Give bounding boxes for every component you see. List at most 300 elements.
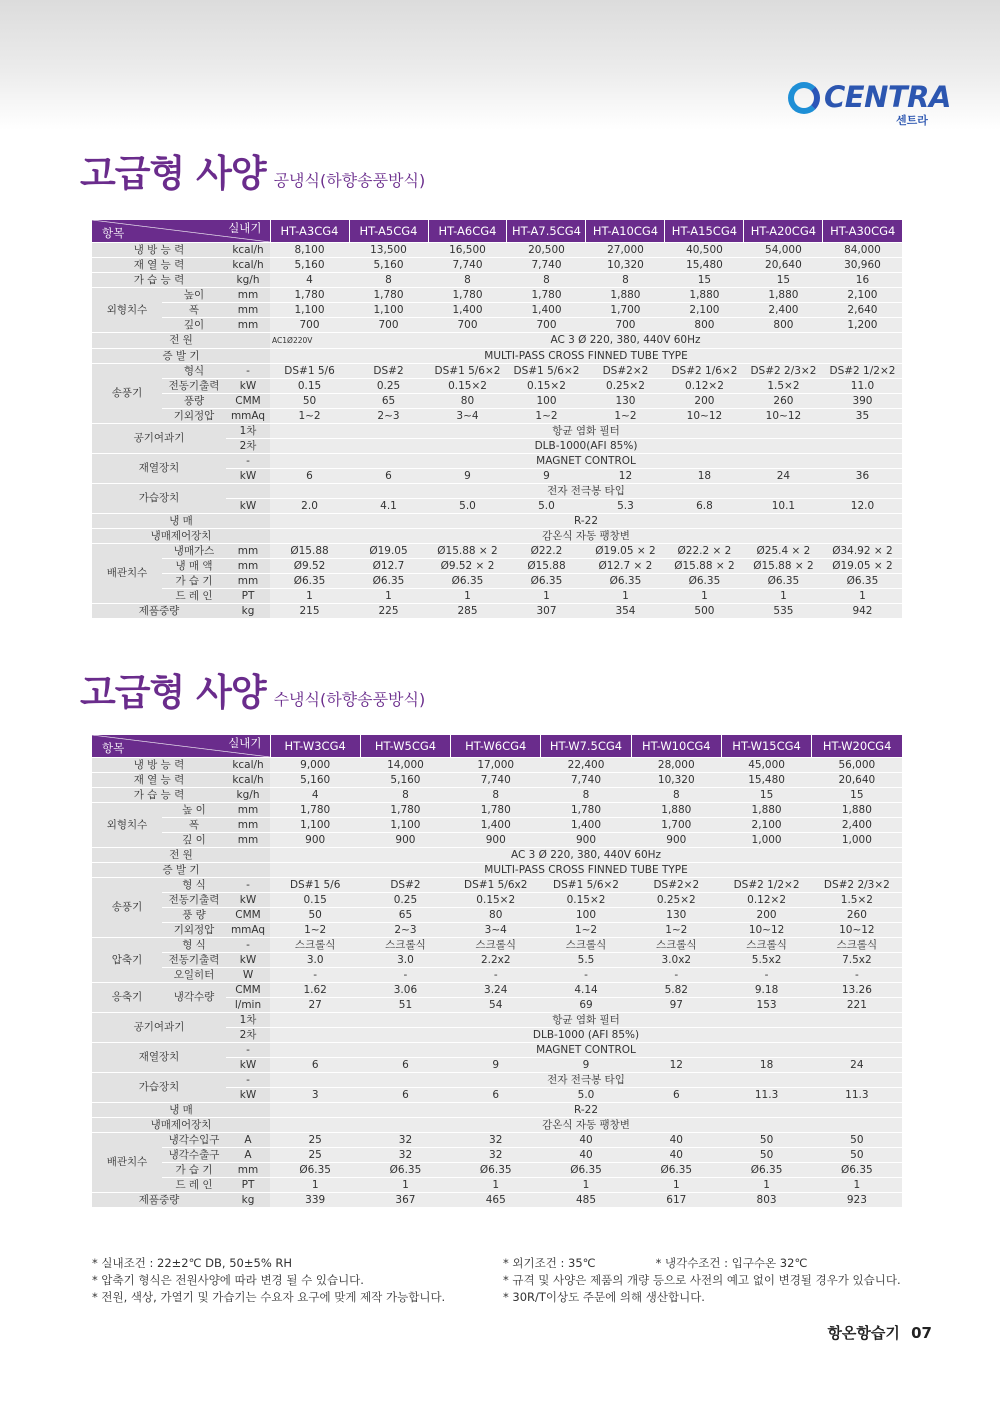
table-row — [92, 967, 902, 982]
row-unit: kW — [226, 952, 270, 967]
cell: 감온식 자동 팽창변 — [270, 1117, 902, 1132]
cell: 900 — [270, 832, 360, 847]
row-unit: PT — [226, 588, 270, 603]
cell: 20,640 — [744, 257, 823, 272]
cell: 40 — [541, 1132, 631, 1147]
cell: 390 — [823, 393, 902, 408]
row-label: 기외정압 — [162, 408, 226, 423]
cell: 2.0 — [270, 498, 349, 513]
cell: Ø34.92 × 2 — [823, 543, 902, 558]
page-footer — [827, 1322, 932, 1343]
cell: 260 — [812, 907, 902, 922]
cell: 3.24 — [451, 982, 541, 997]
table-row — [92, 573, 902, 588]
table-row — [92, 817, 902, 832]
cell: 1,700 — [631, 817, 721, 832]
cell: 5.5x2 — [721, 952, 811, 967]
section1-heading — [80, 143, 425, 197]
cell: Ø6.35 — [507, 573, 586, 588]
table-row — [92, 937, 902, 952]
row-label: 냉각수량 — [162, 982, 226, 1012]
row-unit: kg/h — [226, 787, 270, 802]
row-unit: mm — [226, 817, 270, 832]
cell: 100 — [507, 393, 586, 408]
cell: 12 — [586, 468, 665, 483]
cell: 14,000 — [360, 757, 450, 772]
row-label: 냉각수출구 — [162, 1147, 226, 1162]
cell: 6 — [631, 1087, 721, 1102]
cell: 40 — [631, 1132, 721, 1147]
row-unit: mm — [226, 543, 270, 558]
cell: 8 — [349, 272, 428, 287]
cell: 20,500 — [507, 242, 586, 257]
cell: Ø6.35 — [451, 1162, 541, 1177]
cell: 1,100 — [349, 302, 428, 317]
cell: 항균 염화 필터 — [270, 1012, 902, 1027]
table-row — [92, 332, 902, 348]
cell: 45,000 — [721, 757, 811, 772]
cell: 1,780 — [270, 802, 360, 817]
cell: 1,880 — [631, 802, 721, 817]
row-label: 냉매제어장치 — [92, 528, 270, 543]
table-row — [92, 1192, 902, 1207]
table-row — [92, 982, 902, 997]
row-unit: A — [226, 1147, 270, 1162]
logo-subtext: 센트라 — [896, 114, 928, 127]
table-corner — [92, 735, 270, 757]
row-unit: 2차 — [226, 438, 270, 453]
model-header: HT-W10CG4 — [631, 735, 721, 757]
header-item-label: 항목 — [102, 225, 125, 240]
row-unit: kcal/h — [226, 757, 270, 772]
section2-subtitle: 수냉식(하향송풍방식) — [273, 690, 426, 709]
cell: 50 — [812, 1132, 902, 1147]
table-row — [92, 453, 902, 468]
cell: 1 — [631, 1177, 721, 1192]
cell: 1,780 — [349, 287, 428, 302]
cell: 32 — [360, 1147, 450, 1162]
cell: 3.0 — [270, 952, 360, 967]
cell: 617 — [631, 1192, 721, 1207]
table-row — [92, 348, 902, 363]
cell: 0.15×2 — [507, 378, 586, 393]
cell: 1,780 — [360, 802, 450, 817]
cell: 130 — [631, 907, 721, 922]
row-unit: kW — [226, 468, 270, 483]
cell: DS#1 5/6x2 — [451, 877, 541, 892]
cell: 3.06 — [360, 982, 450, 997]
cell: 2.2x2 — [451, 952, 541, 967]
row-unit: mm — [226, 317, 270, 332]
cell: 1,880 — [586, 287, 665, 302]
row-label: 재 열 능 력 — [92, 257, 226, 272]
row-label: 전 원 — [92, 847, 270, 862]
cell: 0.15 — [270, 892, 360, 907]
table-row — [92, 802, 902, 817]
table-row — [92, 287, 902, 302]
cell: 24 — [744, 468, 823, 483]
row-unit: mm — [226, 832, 270, 847]
row-unit: mmAq — [226, 922, 270, 937]
cell: 4.1 — [349, 498, 428, 513]
cell: 65 — [360, 907, 450, 922]
table-row — [92, 952, 902, 967]
cell: 1,100 — [360, 817, 450, 832]
cell: DS#1 5/6×2 — [541, 877, 631, 892]
model-header: HT-W3CG4 — [270, 735, 360, 757]
row-label: 높 이 — [162, 802, 226, 817]
cell: 12 — [631, 1057, 721, 1072]
cell: 11.3 — [812, 1087, 902, 1102]
cell: - — [451, 967, 541, 982]
cell: 1,880 — [665, 287, 744, 302]
model-header: HT-A6CG4 — [428, 220, 507, 242]
cell: 25 — [270, 1132, 360, 1147]
table-corner — [92, 220, 270, 242]
cell: DS#2 1/2×2 — [721, 877, 811, 892]
cell: 1~2 — [541, 922, 631, 937]
row-label: 깊 이 — [162, 832, 226, 847]
cell: 1.62 — [270, 982, 360, 997]
row-unit: - — [226, 1042, 270, 1057]
cell: DS#2 1/2×2 — [823, 363, 902, 378]
cell: 1,780 — [541, 802, 631, 817]
cell: 0.15 — [270, 378, 349, 393]
cell: 700 — [349, 317, 428, 332]
cell: Ø12.7 × 2 — [586, 558, 665, 573]
table-row — [92, 378, 902, 393]
row-label: 풍 량 — [162, 907, 226, 922]
cell: DS#2 — [349, 363, 428, 378]
row-label: 가습장치 — [92, 1072, 226, 1102]
cell: 8 — [631, 787, 721, 802]
row-unit: PT — [226, 1177, 270, 1192]
cell: 50 — [270, 393, 349, 408]
row-unit: mm — [226, 287, 270, 302]
table-row — [92, 1012, 902, 1027]
row-unit: kW — [226, 1087, 270, 1102]
table-row — [92, 757, 902, 772]
cell: 1,400 — [428, 302, 507, 317]
cell: 5.0 — [507, 498, 586, 513]
cell: 1,000 — [812, 832, 902, 847]
cell: 5,160 — [349, 257, 428, 272]
row-unit: A — [226, 1132, 270, 1147]
row-unit: mm — [226, 1162, 270, 1177]
cell: AC 3 Ø 220, 380, 440V 60Hz — [270, 847, 902, 862]
cell: 1 — [586, 588, 665, 603]
cell: 700 — [507, 317, 586, 332]
row-label: 오일히터 — [162, 967, 226, 982]
cell: 97 — [631, 997, 721, 1012]
cell: 3.0x2 — [631, 952, 721, 967]
table-row — [92, 907, 902, 922]
cell: 40,500 — [665, 242, 744, 257]
table-row — [92, 787, 902, 802]
note-line: * 실내조건 : 22±2℃ DB, 50±5% RH — [92, 1256, 293, 1270]
cell: 20,640 — [812, 772, 902, 787]
table-row — [92, 832, 902, 847]
cell: 1 — [744, 588, 823, 603]
cell: 1,400 — [451, 817, 541, 832]
row-unit: kg — [226, 603, 270, 618]
cell: 354 — [586, 603, 665, 618]
cell: 1,780 — [428, 287, 507, 302]
table-row — [92, 317, 902, 332]
cell: 1~2 — [586, 408, 665, 423]
note-water: * 냉각수조건 : 입구수온 32℃ — [655, 1256, 808, 1270]
table-row — [92, 862, 902, 877]
cell: 50 — [721, 1147, 811, 1162]
row-label: 가 습 능 력 — [92, 272, 226, 287]
cell: 0.15×2 — [428, 378, 507, 393]
row-label: 냉각수입구 — [162, 1132, 226, 1147]
cell: - — [360, 967, 450, 982]
model-header: HT-A7.5CG4 — [507, 220, 586, 242]
cell: 스크롤식 — [631, 937, 721, 952]
cell: 10~12 — [812, 922, 902, 937]
cell: 923 — [812, 1192, 902, 1207]
cell: DS#1 5/6 — [270, 877, 360, 892]
power-note — [270, 332, 349, 348]
row-label: 제품중량 — [92, 1192, 226, 1207]
cell: 스크롤식 — [721, 937, 811, 952]
table-row — [92, 922, 902, 937]
header-unit-label: 실내기 — [228, 736, 262, 750]
cell: AC 3 Ø 220, 380, 440V 60Hz — [349, 332, 902, 348]
cell: Ø6.35 — [586, 573, 665, 588]
cell: 2,400 — [812, 817, 902, 832]
cell: 80 — [428, 393, 507, 408]
row-unit: CMM — [226, 982, 270, 997]
cell: 84,000 — [823, 242, 902, 257]
cell: 339 — [270, 1192, 360, 1207]
cell: 900 — [451, 832, 541, 847]
cell: 1 — [360, 1177, 450, 1192]
cell: Ø6.35 — [428, 573, 507, 588]
cell: 50 — [721, 1132, 811, 1147]
cell: 1 — [349, 588, 428, 603]
row-label: 냉매제어장치 — [92, 1117, 270, 1132]
cell: MULTI-PASS CROSS FINNED TUBE TYPE — [270, 862, 902, 877]
header-item-label: 항목 — [102, 740, 125, 755]
row-unit: 1차 — [226, 423, 270, 438]
cell: 18 — [665, 468, 744, 483]
row-unit: mm — [226, 302, 270, 317]
cell: 2,100 — [823, 287, 902, 302]
cell: 56,000 — [812, 757, 902, 772]
cell: 2,400 — [744, 302, 823, 317]
row-label: 제품중량 — [92, 603, 226, 618]
cell: 0.25×2 — [586, 378, 665, 393]
row-unit: kW — [226, 1057, 270, 1072]
cell: 1 — [812, 1177, 902, 1192]
table-row — [92, 558, 902, 573]
group-label: 송풍기 — [92, 363, 162, 423]
cell: 2,100 — [665, 302, 744, 317]
cell: 1,200 — [823, 317, 902, 332]
row-label: 가 습 능 력 — [92, 787, 226, 802]
row-label: 냉 방 능 력 — [92, 242, 226, 257]
cell: 1~2 — [270, 408, 349, 423]
cell: 1,880 — [812, 802, 902, 817]
cell: 800 — [665, 317, 744, 332]
row-unit: CMM — [226, 393, 270, 408]
cell: 0.12×2 — [721, 892, 811, 907]
row-unit: - — [226, 363, 270, 378]
cell: Ø6.35 — [812, 1162, 902, 1177]
cell: 2,100 — [721, 817, 811, 832]
cell: Ø22.2 — [507, 543, 586, 558]
cell: 25 — [270, 1147, 360, 1162]
row-label: 가 습 기 — [162, 1162, 226, 1177]
cell: 9.18 — [721, 982, 811, 997]
section1-title: 고급형 사양 — [80, 152, 266, 195]
cell: Ø12.7 — [349, 558, 428, 573]
cell: 16,500 — [428, 242, 507, 257]
cell: DS#2 1/6×2 — [665, 363, 744, 378]
cell: Ø6.35 — [541, 1162, 631, 1177]
cell: - — [631, 967, 721, 982]
row-unit: kW — [226, 378, 270, 393]
cell: 32 — [451, 1132, 541, 1147]
row-label: 증 발 기 — [92, 862, 270, 877]
cell: 5.5 — [541, 952, 631, 967]
cell: 153 — [721, 997, 811, 1012]
cell: 7,740 — [507, 257, 586, 272]
cell: 11.3 — [721, 1087, 811, 1102]
cell: DS#1 5/6×2 — [428, 363, 507, 378]
cell: 15 — [812, 787, 902, 802]
model-header: HT-A10CG4 — [586, 220, 665, 242]
table-row — [92, 543, 902, 558]
row-label: 재 열 능 력 — [92, 772, 226, 787]
cell: 9,000 — [270, 757, 360, 772]
centra-ring-icon — [788, 82, 820, 114]
cell: 항균 염화 필터 — [270, 423, 902, 438]
cell: 221 — [812, 997, 902, 1012]
row-label: 공기여과기 — [92, 423, 226, 453]
cell: 0.25×2 — [631, 892, 721, 907]
header-unit-label: 실내기 — [228, 221, 262, 235]
cell: 6.8 — [665, 498, 744, 513]
row-unit — [226, 483, 270, 498]
row-unit: kg/h — [226, 272, 270, 287]
cell: 1~2 — [270, 922, 360, 937]
cell: Ø15.88 — [507, 558, 586, 573]
cell: 8 — [541, 787, 631, 802]
cell: 8 — [428, 272, 507, 287]
cell: 17,000 — [451, 757, 541, 772]
cell: 1,400 — [507, 302, 586, 317]
cell: 1 — [270, 1177, 360, 1192]
cell: - — [541, 967, 631, 982]
cell: 215 — [270, 603, 349, 618]
model-header: HT-W15CG4 — [721, 735, 811, 757]
row-label: 형 식 — [162, 877, 226, 892]
table-row — [92, 257, 902, 272]
cell: 7,740 — [541, 772, 631, 787]
cell: MAGNET CONTROL — [270, 1042, 902, 1057]
cell: 0.12×2 — [665, 378, 744, 393]
row-unit: - — [226, 453, 270, 468]
group-label: 배관치수 — [92, 1132, 162, 1192]
cell: 803 — [721, 1192, 811, 1207]
cell: 30,960 — [823, 257, 902, 272]
cell: 8 — [507, 272, 586, 287]
cell: 28,000 — [631, 757, 721, 772]
cell: 1 — [823, 588, 902, 603]
row-label: 냉 방 능 력 — [92, 757, 226, 772]
cell: 10,320 — [586, 257, 665, 272]
water-cooled-spec-table — [92, 735, 902, 1208]
cell: 225 — [349, 603, 428, 618]
cell: 9 — [428, 468, 507, 483]
cell: 4 — [270, 787, 360, 802]
cell: 5.82 — [631, 982, 721, 997]
cell: 0.15×2 — [541, 892, 631, 907]
cell: 12.0 — [823, 498, 902, 513]
cell: - — [812, 967, 902, 982]
cell: 스크롤식 — [360, 937, 450, 952]
row-unit: 1차 — [226, 1012, 270, 1027]
section1-subtitle: 공냉식(하향송풍방식) — [273, 171, 426, 190]
cell: Ø6.35 — [744, 573, 823, 588]
cell: 0.15×2 — [451, 892, 541, 907]
row-label: 전동기출력 — [162, 952, 226, 967]
cell: 5,160 — [270, 772, 360, 787]
cell: Ø15.88 × 2 — [665, 558, 744, 573]
cell: 15 — [665, 272, 744, 287]
row-label: 냉매가스 — [162, 543, 226, 558]
cell: 0.25 — [360, 892, 450, 907]
cell: 700 — [270, 317, 349, 332]
cell: 6 — [360, 1057, 450, 1072]
table-row — [92, 1042, 902, 1057]
section2-title: 고급형 사양 — [80, 671, 266, 714]
cell: R-22 — [270, 1102, 902, 1117]
cell: DLB-1000 (AFI 85%) — [270, 1027, 902, 1042]
table-row — [92, 1117, 902, 1132]
cell: 13.26 — [812, 982, 902, 997]
table-row — [92, 528, 902, 543]
cell: 40 — [541, 1147, 631, 1162]
cell: 1,880 — [721, 802, 811, 817]
table-row — [92, 363, 902, 378]
cell: 11.0 — [823, 378, 902, 393]
row-unit: - — [226, 877, 270, 892]
note-line: * 30R/T이상도 주문에 의해 생산합니다. — [503, 1290, 705, 1304]
cell: 7,740 — [428, 257, 507, 272]
power-note-text: AC1Ø220V — [272, 335, 313, 345]
cell: 36 — [823, 468, 902, 483]
table-row — [92, 892, 902, 907]
row-label: 전동기출력 — [162, 892, 226, 907]
cell: 6 — [270, 1057, 360, 1072]
cell: 1,780 — [451, 802, 541, 817]
group-label: 응축기 — [92, 982, 162, 1012]
table-row — [92, 1162, 902, 1177]
row-label: 풍량 — [162, 393, 226, 408]
row-label: 냉 매 — [92, 1102, 270, 1117]
cell: 15 — [721, 787, 811, 802]
cell: 스크롤식 — [451, 937, 541, 952]
cell: 8 — [451, 787, 541, 802]
air-cooled-spec-table — [92, 220, 902, 619]
cell: 8 — [360, 787, 450, 802]
row-unit: kW — [226, 498, 270, 513]
row-label: 공기여과기 — [92, 1012, 226, 1042]
